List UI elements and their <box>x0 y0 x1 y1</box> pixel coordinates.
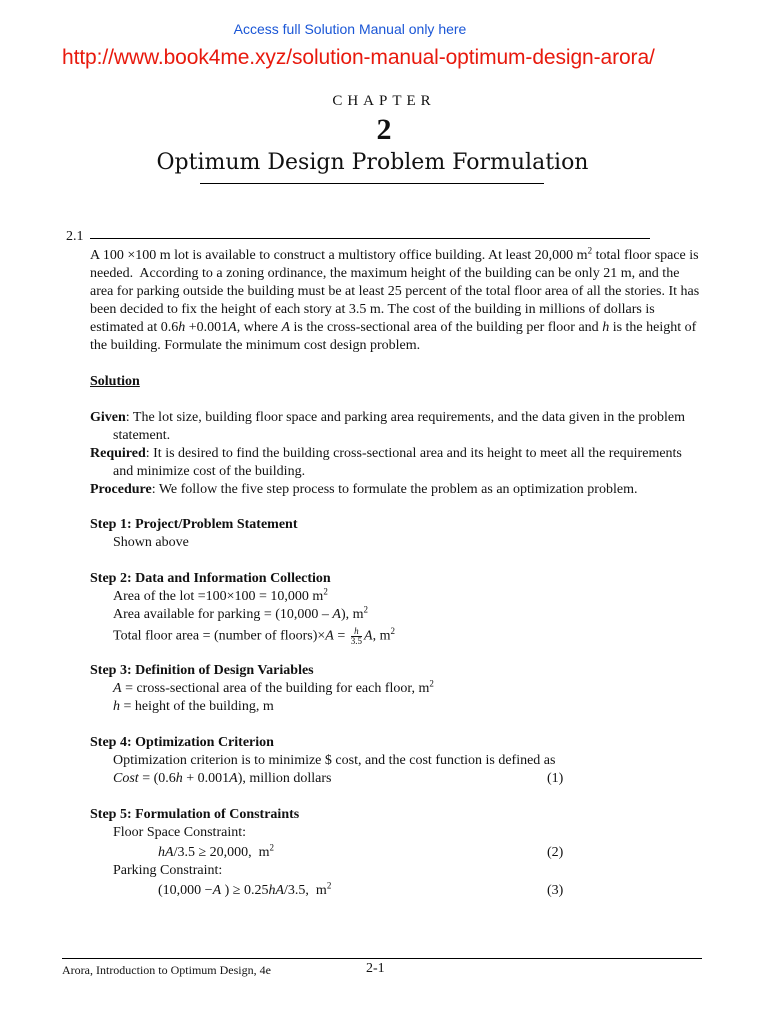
equation-number-1: (1) <box>547 771 564 786</box>
fraction-denominator: 3.5 <box>350 636 363 646</box>
required-text: : It is desired to find the building cross-sectional area and its height to meet all the requirements and minimize cost of the building. <box>113 446 682 479</box>
step3-title: Step 3: Definition of Design Variables <box>90 663 314 678</box>
chapter-title: Optimum Design Problem Formulation <box>156 150 589 175</box>
solution-heading: Solution <box>90 374 140 389</box>
page-number: 2-1 <box>366 961 385 976</box>
step5-title: Step 5: Formulation of Constraints <box>90 807 300 822</box>
step5-parking-equation: (10,000 −A ) ≥ 0.25hA/3.5, $m^2$ (3) <box>158 880 564 898</box>
problem-number: 2.1 <box>66 229 84 244</box>
footer-citation: Arora, Introduction to Optimum Design, 4e <box>62 963 271 977</box>
step2-lot-area: Area of the lot =100×100 = 10,000 $m^2$ <box>113 586 328 604</box>
step4-cost-equation: Cost = (0.6h + 0.001A), million dollars (1) <box>113 771 564 786</box>
chapter-label: CHAPTER <box>332 93 436 109</box>
problem-rule <box>90 238 650 239</box>
step5-floor-equation: hA/3.5 ≥ 20,000, $m^2$ (2) <box>158 842 564 860</box>
fraction-h-over-3.5 <box>351 627 362 646</box>
access-solution-link[interactable]: Access full Solution Manual only here <box>233 21 467 37</box>
step3-var-a: A = cross-sectional area of the building for each floor, $m^2$ <box>113 678 434 696</box>
step2-parking-area: Area available for parking = (10,000 – A), $m^2$ <box>113 604 368 622</box>
step2-title: Step 2: Data and Information Collection <box>90 571 331 586</box>
step5-parking-label: Parking Constraint: <box>113 863 223 878</box>
step3-var-h: h = height of the building, m <box>113 699 274 714</box>
solution-manual-url[interactable]: http://www.book4me.xyz/solution-manual-optimum-design-arora/ <box>62 46 655 69</box>
procedure-text: : We follow the five step process to formulate the problem as an optimization problem. <box>151 482 638 497</box>
step1-line: Shown above <box>113 535 189 550</box>
step4-line1: Optimization criterion is to minimize $ cost, and the cost function is defined as <box>113 753 556 768</box>
problem-statement: A 100 ×100 m lot is available to construct a multistory office building. At least 20,000 $m^2$ total floor space is needed. According to a zoning ordinance, the maximum height of the building can be only 21 m, and the area for parking outside the building must be at least 25 percent of the total floor area of all the stories. It has been decided to fix the height of each story at 3.5 m. The cost of the building in millions of dollars is estimated at 0.6h +0.001A, where A is the cross-sectional area of the building per floor and h is the height of the building. Formulate the minimum cost design problem. <box>90 245 700 353</box>
chapter-number: 2 <box>376 113 392 146</box>
fraction-numerator: h <box>351 627 362 637</box>
required-label: Required <box>90 446 146 461</box>
equation-number-2: (2) <box>547 845 564 860</box>
step5-floor-label: Floor Space Constraint: <box>113 825 246 840</box>
step2-total-floor: Total floor area = (number of floors)×A = $\frac{h}{3.5}$ A, $m^2$ <box>113 626 395 646</box>
given-text: : The lot size, building floor space and parking area requirements, and the data given in the problem statement. <box>113 410 685 443</box>
title-underline <box>200 183 544 184</box>
step2-lot-area-text: Area of the lot =100×100 = 10,000 m <box>113 589 324 604</box>
equation-number-3: (3) <box>547 883 564 898</box>
footer-rule <box>62 958 702 959</box>
step1-title: Step 1: Project/Problem Statement <box>90 517 298 532</box>
content-body <box>90 247 702 900</box>
procedure-label: Procedure <box>90 482 152 497</box>
procedure-paragraph <box>90 481 702 499</box>
given-paragraph <box>90 409 702 445</box>
required-paragraph <box>90 445 702 481</box>
given-label: Given <box>90 410 126 425</box>
step4-title: Step 4: Optimization Criterion <box>90 735 274 750</box>
